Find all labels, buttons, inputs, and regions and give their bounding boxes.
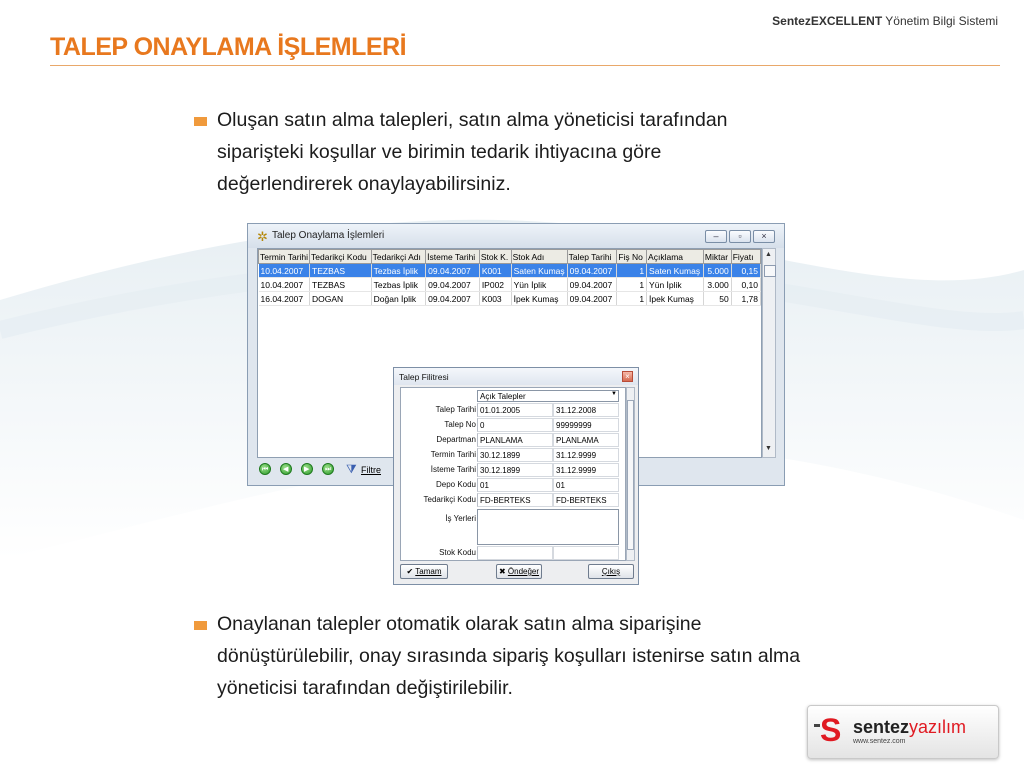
- logo-s-mark-icon: S: [820, 712, 842, 748]
- logo-url: www.sentez.com: [853, 738, 906, 745]
- scroll-down-icon[interactable]: ▼: [765, 445, 772, 452]
- filter-to-field[interactable]: 31.12.2008: [553, 403, 619, 417]
- filter-row: [401, 433, 626, 448]
- scroll-thumb[interactable]: [764, 265, 776, 277]
- table-cell: K003: [479, 292, 511, 306]
- bullet-2: [217, 608, 817, 704]
- filter-to-field[interactable]: 31.12.9999: [553, 463, 619, 477]
- exit-button[interactable]: [588, 564, 634, 579]
- table-row[interactable]: [259, 278, 761, 292]
- prev-record-button[interactable]: [280, 463, 292, 475]
- bullet-square-icon: [194, 621, 207, 630]
- ok-label: Tamam: [415, 567, 442, 576]
- exit-label: Çıkış: [601, 567, 621, 576]
- status-combo[interactable]: [477, 390, 619, 402]
- table-row[interactable]: [259, 264, 761, 278]
- dialog-vertical-scrollbar[interactable]: [626, 387, 635, 561]
- filter-to-field[interactable]: FD-BERTEKS: [553, 493, 619, 507]
- app-butterfly-icon: ✲: [257, 229, 268, 244]
- filter-row: [401, 418, 626, 433]
- window-title: Talep Onaylama İşlemleri: [272, 230, 385, 241]
- filter-label: Talep Tarihi: [435, 405, 476, 414]
- page-title: TALEP ONAYLAMA İŞLEMLERİ: [50, 33, 407, 61]
- col-header[interactable]: Açıklama: [647, 250, 704, 264]
- filter-row: [401, 463, 626, 478]
- last-icon: ⏭: [325, 466, 332, 473]
- table-cell: Doğan İplik: [371, 292, 426, 306]
- sentez-logo: [807, 705, 999, 759]
- grid-header-row: [259, 250, 761, 264]
- requests-table: [258, 249, 761, 306]
- table-cell: 0,10: [731, 278, 760, 292]
- x-icon: ✖: [498, 567, 506, 576]
- table-cell: 1: [617, 264, 647, 278]
- table-cell: 10.04.2007: [259, 264, 310, 278]
- filter-from-field[interactable]: PLANLAMA: [477, 433, 553, 447]
- table-cell: 1: [617, 278, 647, 292]
- table-cell: TEZBAS: [310, 278, 372, 292]
- title-divider: [50, 65, 1000, 66]
- filter-from-field[interactable]: 0: [477, 418, 553, 432]
- filter-button[interactable]: Filtre: [361, 465, 381, 475]
- table-cell: 09.04.2007: [567, 292, 617, 306]
- table-cell: Yün İplik: [511, 278, 567, 292]
- dialog-scroll-thumb[interactable]: [627, 400, 634, 550]
- filter-from-field[interactable]: 30.12.1899: [477, 463, 553, 477]
- filter-from-field[interactable]: 30.12.1899: [477, 448, 553, 462]
- dialog-close-button[interactable]: ×: [622, 371, 633, 382]
- filter-to-field[interactable]: 01: [553, 478, 619, 492]
- filter-row: [401, 448, 626, 463]
- brand-subtitle: Yönetim Bilgi Sistemi: [882, 14, 998, 28]
- stock-to-field[interactable]: [553, 546, 619, 560]
- default-button[interactable]: [496, 564, 542, 579]
- table-cell: 3.000: [703, 278, 731, 292]
- chevron-down-icon[interactable]: ▼: [611, 391, 617, 397]
- logo-name-bold: sentez: [853, 717, 910, 737]
- table-cell: Yün İplik: [647, 278, 704, 292]
- table-cell: TEZBAS: [310, 264, 372, 278]
- table-cell: 1: [617, 292, 647, 306]
- table-cell: 09.04.2007: [426, 264, 480, 278]
- table-cell: Tezbas İplik: [371, 264, 426, 278]
- col-header[interactable]: Miktar: [703, 250, 731, 264]
- grid-vertical-scrollbar[interactable]: [762, 248, 776, 458]
- filter-to-field[interactable]: 31.12.9999: [553, 448, 619, 462]
- filter-funnel-icon[interactable]: ⧩: [346, 462, 357, 476]
- table-cell: Tezbas İplik: [371, 278, 426, 292]
- col-header[interactable]: Stok Adı: [511, 250, 567, 264]
- table-cell: 16.04.2007: [259, 292, 310, 306]
- next-icon: ▶: [304, 466, 310, 473]
- workplaces-memo[interactable]: [477, 509, 619, 545]
- scroll-up-icon[interactable]: ▲: [765, 251, 772, 258]
- col-header[interactable]: Tedarikçi Adı: [371, 250, 426, 264]
- bullet-2-text: Onaylanan talepler otomatik olarak satın alma siparişine dönüştürülebilir, onay sırasında sipariş koşulları istenirse satın alma yöneticisi tarafından değiştirilebilir.: [217, 613, 801, 699]
- brand-name: SentezEXCELLENT: [772, 14, 883, 28]
- filter-fields-panel: [400, 387, 626, 561]
- col-header[interactable]: Stok K.: [479, 250, 511, 264]
- header-brand: [772, 14, 998, 28]
- col-header[interactable]: Fiyatı: [731, 250, 760, 264]
- bullet-1-text: Oluşan satın alma talepleri, satın alma yöneticisi tarafından siparişteki koşullar ve birimin tedarik ihtiyacına göre değerlendirerek onaylayabilirsiniz.: [217, 109, 728, 195]
- col-header[interactable]: Termin Tarihi: [260, 251, 309, 262]
- stock-from-field[interactable]: [477, 546, 553, 560]
- table-cell: 1,78: [731, 292, 760, 306]
- filter-label: Tedarikçi Kodu: [423, 495, 476, 504]
- status-combo-value: Açık Talepler: [480, 392, 526, 401]
- filter-label: İsteme Tarihi: [430, 465, 476, 474]
- table-cell: 0,15: [731, 264, 760, 278]
- filter-to-field[interactable]: PLANLAMA: [553, 433, 619, 447]
- table-cell: Saten Kumaş: [647, 264, 704, 278]
- filter-to-field[interactable]: 99999999: [553, 418, 619, 432]
- table-cell: 5.000: [703, 264, 731, 278]
- col-header[interactable]: İsteme Tarihi: [426, 250, 480, 264]
- filter-label: Talep No: [444, 420, 476, 429]
- table-row[interactable]: [259, 292, 761, 306]
- filter-label: İş Yerleri: [445, 514, 476, 523]
- table-cell: IP002: [479, 278, 511, 292]
- filter-row: [401, 546, 626, 561]
- dialog-titlebar: [394, 368, 638, 385]
- col-header[interactable]: Fiş No: [617, 250, 647, 264]
- check-icon: ✔: [406, 567, 414, 576]
- maximize-button[interactable]: ▫: [729, 230, 751, 243]
- filter-from-field[interactable]: FD-BERTEKS: [477, 493, 553, 507]
- filter-label: Stok Kodu: [439, 548, 476, 557]
- filter-label: Depo Kodu: [435, 480, 476, 489]
- first-icon: ⏮: [262, 466, 269, 473]
- table-cell: K001: [479, 264, 511, 278]
- table-cell: 50: [703, 292, 731, 306]
- table-cell: 09.04.2007: [426, 278, 480, 292]
- bullet-1: [217, 104, 757, 200]
- table-cell: 09.04.2007: [426, 292, 480, 306]
- filter-row: [401, 493, 626, 508]
- filter-row: [401, 403, 626, 418]
- bullet-square-icon: [194, 117, 207, 126]
- table-cell: 10.04.2007: [259, 278, 310, 292]
- table-cell: DOGAN: [310, 292, 372, 306]
- dialog-title: Talep Filitresi: [399, 372, 449, 382]
- last-record-button[interactable]: [322, 463, 334, 475]
- table-cell: İpek Kumaş: [647, 292, 704, 306]
- filter-label: Departman: [436, 435, 476, 444]
- minimize-button[interactable]: –: [705, 230, 727, 243]
- ok-button[interactable]: [400, 564, 448, 579]
- window-titlebar: [248, 224, 784, 248]
- filter-dialog: [393, 367, 639, 585]
- logo-wordmark: [853, 717, 966, 738]
- prev-icon: ◀: [283, 466, 289, 473]
- filter-row: [401, 478, 626, 493]
- next-record-button[interactable]: [301, 463, 313, 475]
- table-cell: 09.04.2007: [567, 278, 617, 292]
- default-label: Öndeğer: [507, 567, 540, 576]
- col-header[interactable]: Tedarikçi Kodu: [310, 250, 372, 264]
- close-button[interactable]: ×: [753, 230, 775, 243]
- table-cell: İpek Kumaş: [511, 292, 567, 306]
- table-cell: Saten Kumaş: [511, 264, 567, 278]
- col-header[interactable]: Talep Tarihi: [567, 250, 617, 264]
- logo-name-light: yazılım: [909, 717, 967, 737]
- first-record-button[interactable]: [259, 463, 271, 475]
- filter-from-field[interactable]: 01.01.2005: [477, 403, 553, 417]
- table-cell: 09.04.2007: [567, 264, 617, 278]
- filter-from-field[interactable]: 01: [477, 478, 553, 492]
- filter-label: Termin Tarihi: [430, 450, 476, 459]
